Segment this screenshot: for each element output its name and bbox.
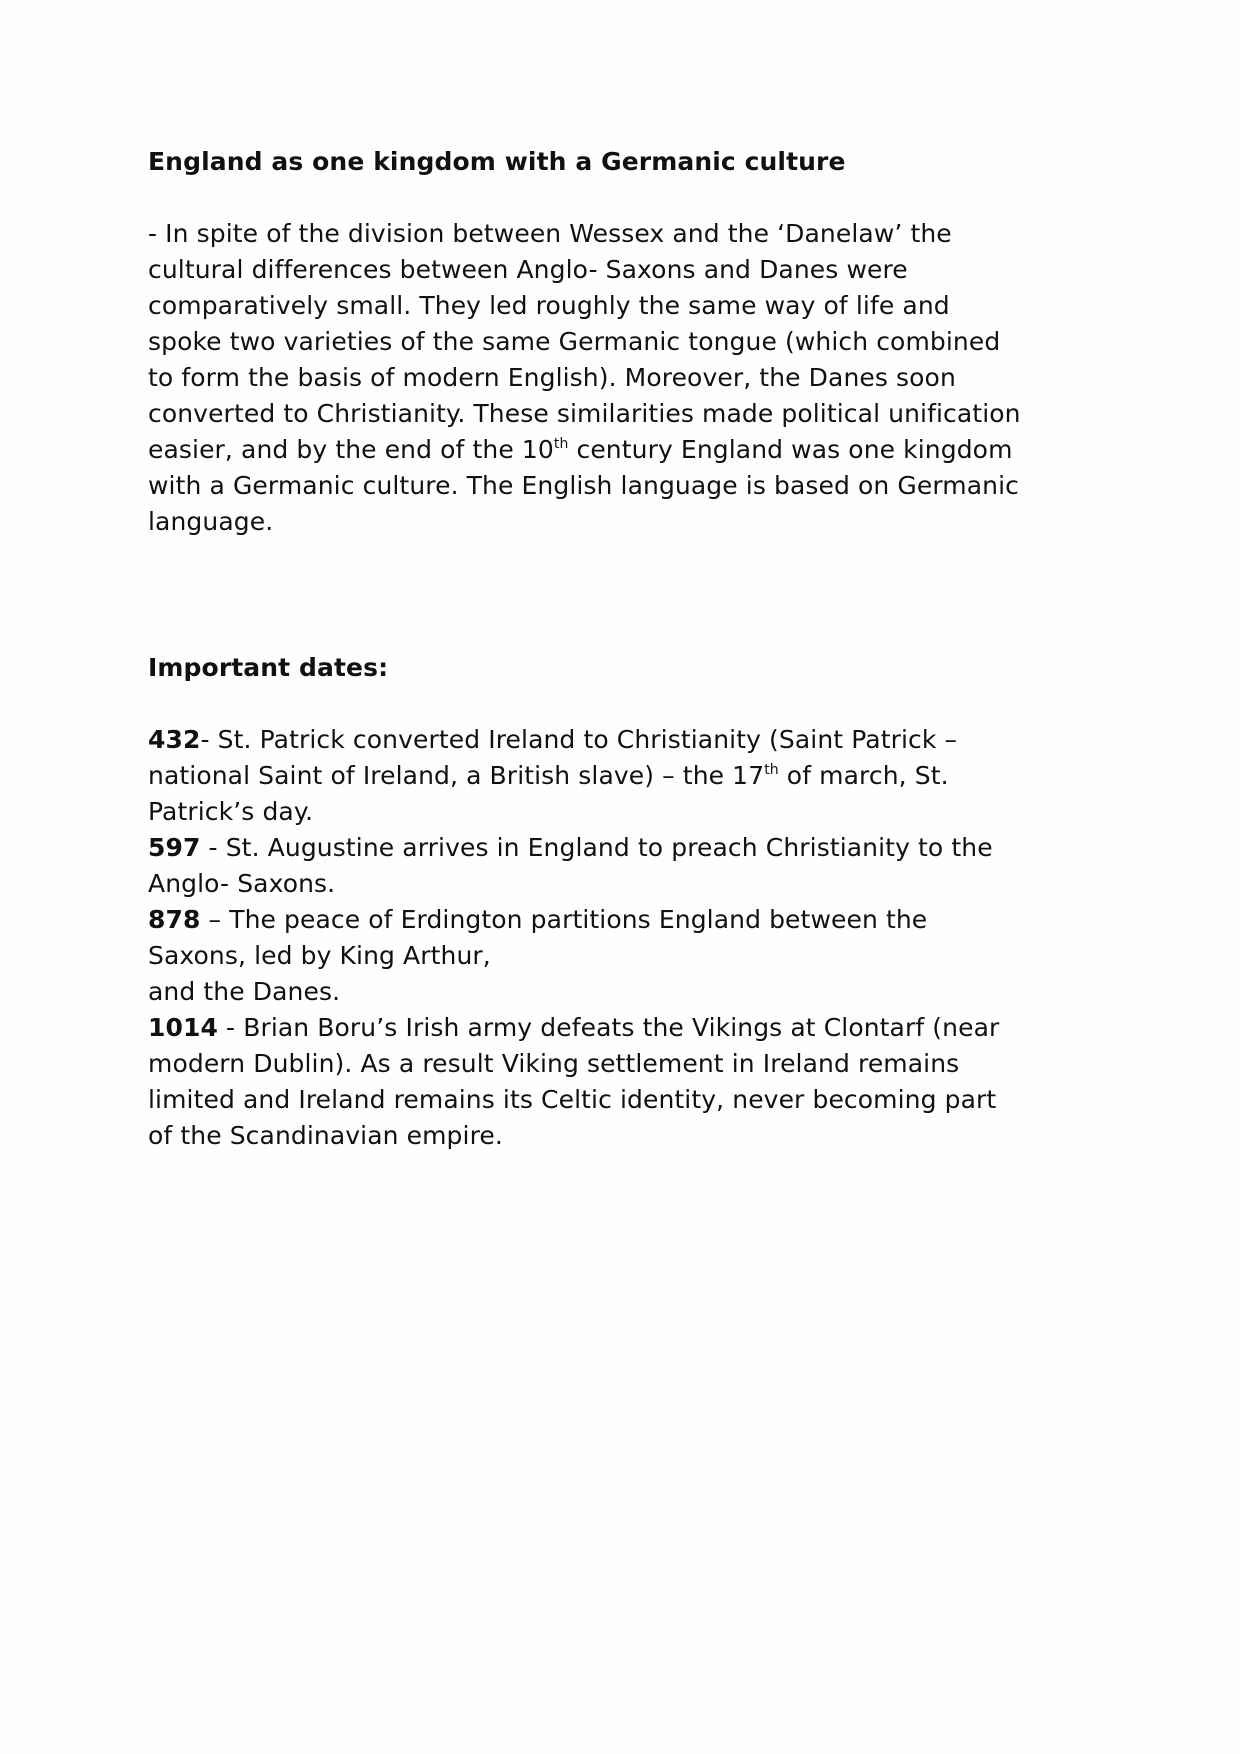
paragraph-text: easier, and by the end of the 10 bbox=[148, 435, 554, 464]
date-entry-line: of the Scandinavian empire. bbox=[148, 1121, 503, 1150]
date-text: - St. Patrick converted Ireland to Christianity (Saint Patrick – bbox=[200, 725, 958, 754]
date-entry-line: and the Danes. bbox=[148, 977, 341, 1006]
date-text: - St. Augustine arrives in England to preach Christianity to the bbox=[200, 833, 993, 862]
date-entry-878 bbox=[148, 904, 927, 936]
paragraph-line: cultural differences between Anglo- Saxons and Danes were bbox=[148, 255, 908, 284]
date-entry-line: Anglo- Saxons. bbox=[148, 869, 336, 898]
date-text: of march, St. bbox=[778, 761, 949, 790]
date-text: – The peace of Erdington partitions England between the bbox=[200, 905, 928, 934]
paragraph-line: spoke two varieties of the same Germanic tongue (which combined bbox=[148, 327, 1001, 356]
paragraph-line bbox=[148, 434, 1013, 466]
date-entry-597 bbox=[148, 832, 993, 864]
paragraph-line: with a Germanic culture. The English language is based on Germanic bbox=[148, 471, 1020, 500]
ordinal-suffix: th bbox=[553, 436, 569, 452]
paragraph-line: converted to Christianity. These similarities made political unification bbox=[148, 399, 1021, 428]
date-entry-432 bbox=[148, 724, 957, 756]
date-entry-1014 bbox=[148, 1012, 999, 1044]
date-text: - Brian Boru’s Irish army defeats the Vikings at Clontarf (near bbox=[217, 1013, 1000, 1042]
paragraph-line: to form the basis of modern English). Moreover, the Danes soon bbox=[148, 363, 956, 392]
paragraph-text: century England was one kingdom bbox=[568, 435, 1013, 464]
document-title: England as one kingdom with a Germanic culture bbox=[148, 147, 846, 176]
paragraph-line: comparatively small. They led roughly the same way of life and bbox=[148, 291, 950, 320]
date-year: 1014 bbox=[148, 1013, 218, 1042]
date-entry-line: modern Dublin). As a result Viking settlement in Ireland remains bbox=[148, 1049, 960, 1078]
date-entry-line: Saxons, led by King Arthur, bbox=[148, 941, 491, 970]
paragraph-line: - In spite of the division between Wessex and the ‘Danelaw’ the bbox=[148, 219, 952, 248]
date-entry-line: limited and Ireland remains its Celtic identity, never becoming part bbox=[148, 1085, 997, 1114]
date-text: national Saint of Ireland, a British slave) – the 17 bbox=[148, 761, 765, 790]
dates-heading: Important dates: bbox=[148, 653, 389, 682]
date-entry-line: Patrick’s day. bbox=[148, 797, 314, 826]
date-entry-line bbox=[148, 760, 949, 792]
ordinal-suffix: th bbox=[764, 762, 779, 778]
paragraph-line: language. bbox=[148, 507, 274, 536]
date-year: 878 bbox=[148, 905, 201, 934]
date-year: 432 bbox=[148, 725, 201, 754]
date-year: 597 bbox=[148, 833, 201, 862]
